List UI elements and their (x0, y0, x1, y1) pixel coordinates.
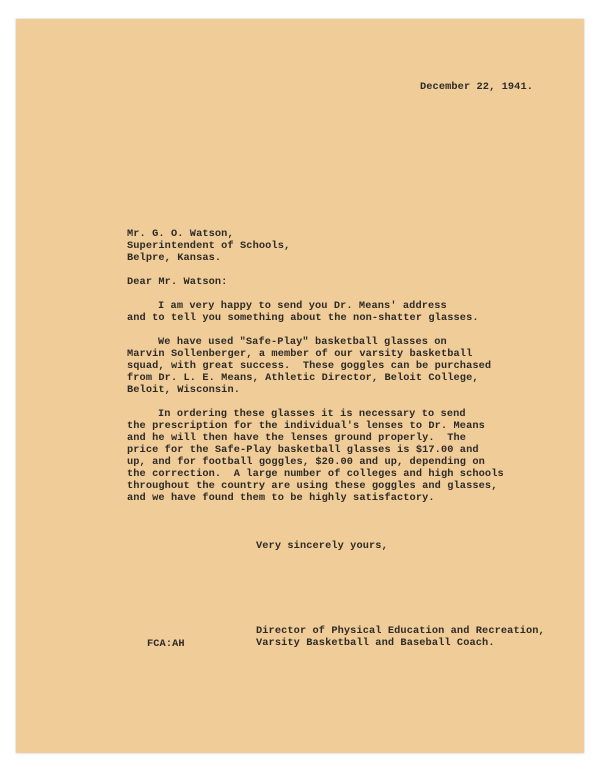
paragraph-3-line: and we have found them to be highly satisfactory. (127, 492, 435, 504)
letter-date: December 22, 1941. (420, 81, 534, 93)
salutation: Dear Mr. Watson: (127, 276, 228, 288)
letter-page (16, 19, 584, 753)
paragraph-2-line: squad, with great success. These goggles can be purchased (127, 360, 492, 372)
address-line: Belpre, Kansas. (127, 252, 222, 264)
paragraph-2-line: from Dr. L. E. Means, Athletic Director, Beloit College, (127, 372, 479, 384)
paragraph-3-line: price for the Safe-Play basketball glasses is $17.00 and (127, 444, 479, 456)
paragraph-2-line: Marvin Sollenberger, a member of our varsity basketball (127, 348, 473, 360)
paragraph-3-line: and he will then have the lenses ground properly. The (127, 432, 467, 444)
paragraph-1-line: and to tell you something about the non-shatter glasses. (127, 312, 479, 324)
address-line: Mr. G. O. Watson, (127, 228, 234, 240)
paragraph-3-line: the correction. A large number of colleges and high schools (127, 468, 504, 480)
paragraph-3-line: up, and for football goggles, $20.00 and up, depending on (127, 456, 485, 468)
paragraph-2-line: Beloit, Wisconsin. (127, 384, 241, 396)
signature-title-line: Director of Physical Education and Recreation, (256, 625, 545, 637)
signature-title-line: Varsity Basketball and Baseball Coach. (256, 637, 495, 649)
typist-initials: FCA:AH (147, 638, 185, 650)
paragraph-1-line: I am very happy to send you Dr. Means' address (158, 300, 447, 312)
address-line: Superintendent of Schools, (127, 240, 291, 252)
closing: Very sincerely yours, (256, 540, 388, 552)
paragraph-3-line: the prescription for the individual's lenses to Dr. Means (127, 420, 485, 432)
paragraph-3-line: throughout the country are using these goggles and glasses, (127, 480, 498, 492)
paragraph-3-line: In ordering these glasses it is necessary to send (158, 408, 466, 420)
paragraph-2-line: We have used "Safe-Play" basketball glasses on (158, 336, 447, 348)
